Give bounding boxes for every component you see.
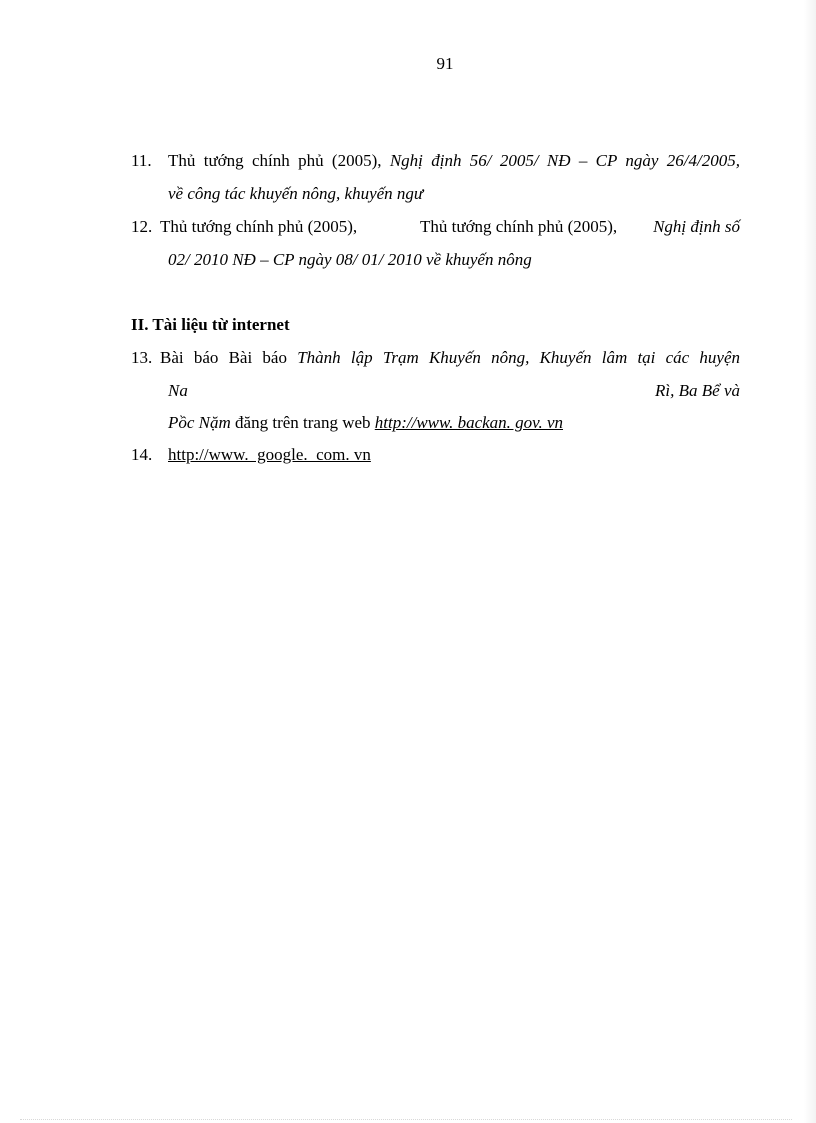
ref-11-line-1 xyxy=(168,151,740,171)
ref-13-line-3 xyxy=(168,413,563,433)
ref-14-number: 14. xyxy=(131,445,153,464)
ref-12-title: Nghị định số xyxy=(653,217,740,236)
ref-11-number: 11. xyxy=(131,151,152,170)
ref-11-title: Nghị định 56/ 2005/ NĐ – CP ngày 26/4/2005, xyxy=(389,151,740,170)
ref-13-lead: Bài báo Bài báo xyxy=(160,348,287,367)
page-number: 91 xyxy=(436,54,454,73)
section-heading-internet: II. Tài liệu từ internet xyxy=(131,315,290,334)
ref-13-title-ri: Rì, Ba Bể và xyxy=(655,381,740,400)
ref-13-title: Thành lập Trạm Khuyến nông, Khuyến lâm tại các huyện xyxy=(297,348,741,367)
ref-13-title-poc: Pồc Nặm xyxy=(168,413,231,432)
ref-12-title-cont: 02/ 2010 NĐ – CP ngày 08/ 01/ 2010 về khuyến nông xyxy=(168,250,532,269)
ref-13-posted: đăng trên trang web xyxy=(235,413,371,432)
ref-11-author: Thủ tướng chính phủ (2005), xyxy=(168,151,382,170)
ref-13-line-1 xyxy=(160,348,740,368)
ref-12-number: 12. xyxy=(131,217,153,236)
ref-12-author: Thủ tướng chính phủ (2005), xyxy=(160,217,358,236)
page-edge-shadow xyxy=(804,0,816,1123)
page-bottom-divider xyxy=(20,1119,792,1120)
ref-12-author-repeat: Thủ tướng chính phủ (2005), xyxy=(420,217,618,236)
ref-13-title-na: Na xyxy=(168,381,188,400)
ref-14-url-link[interactable]: http://www. google. com. vn xyxy=(168,445,371,464)
ref-13-number: 13. xyxy=(131,348,153,367)
ref-11-title-cont: về công tác khuyến nông, khuyến ngư xyxy=(168,184,424,203)
ref-13-url-link[interactable]: http://www. backan. gov. vn xyxy=(374,413,564,432)
